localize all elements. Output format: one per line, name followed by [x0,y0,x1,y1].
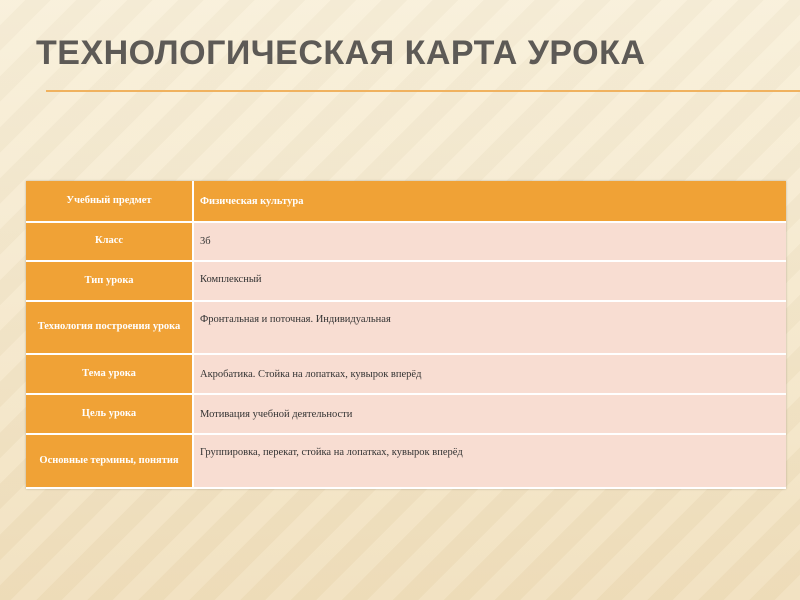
row-label: Класс [26,223,194,262]
row-value: Группировка, перекат, стойка на лопатках, кувырок вперёд [194,435,786,489]
table-row [26,435,786,489]
table-row [26,181,786,223]
row-label: Цель урока [26,395,194,435]
row-value: Комплексный [194,262,786,302]
row-label: Технология построения урока [26,302,194,355]
table-row [26,223,786,262]
row-value: Акробатика. Стойка на лопатках, кувырок вперёд [194,355,786,395]
table-row [26,395,786,435]
row-value: 3б [194,223,786,262]
title-divider [46,90,800,92]
row-value: Фронтальная и поточная. Индивидуальная [194,302,786,355]
row-label: Основные термины, понятия [26,435,194,489]
row-label: Учебный предмет [26,181,194,223]
row-value: Мотивация учебной деятельности [194,395,786,435]
table-row [26,355,786,395]
row-value: Физическая культура [194,181,786,223]
row-label: Тема урока [26,355,194,395]
slide-title: ТЕХНОЛОГИЧЕСКАЯ КАРТА УРОКА [36,34,646,72]
table-row [26,262,786,302]
table-row [26,302,786,355]
row-label: Тип урока [26,262,194,302]
lesson-card-table [26,181,786,489]
